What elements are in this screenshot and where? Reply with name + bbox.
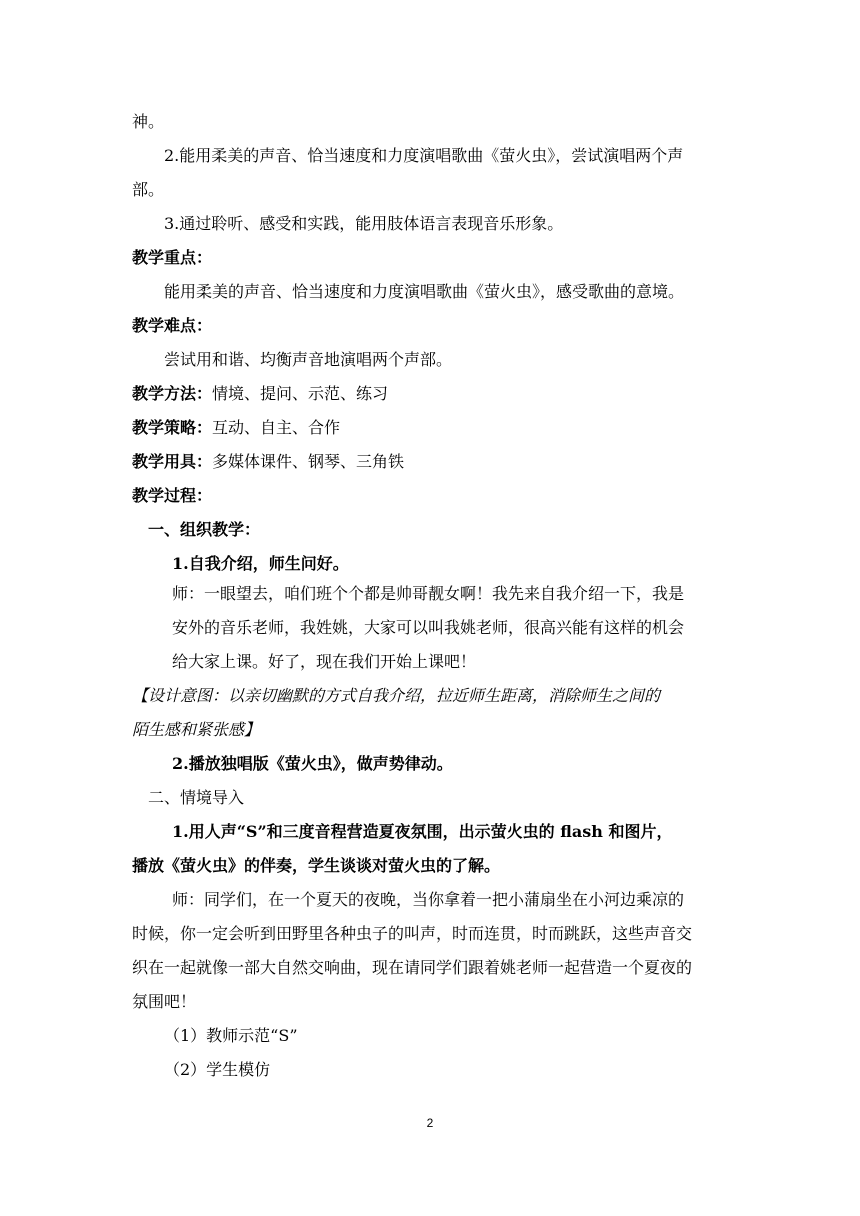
label: 教学用具：	[132, 452, 213, 471]
section-heading: 教学重点：	[132, 248, 213, 267]
label: 教学方法：	[132, 384, 213, 403]
text-line: 时候，你一定会听到田野里各种虫子的叫声，时而连贯，时而跳跃，这些声音交	[132, 924, 693, 943]
section-heading: 教学难点：	[132, 316, 213, 335]
step-heading: 1.用人声“S”和三度音程营造夏夜氛围，出示萤火虫的 flash 和图片，	[172, 822, 673, 841]
text-line: 师：同学们，在一个夏天的夜晚，当你拿着一把小蒲扇坐在小河边乘凉的	[172, 890, 685, 909]
text-line: 3.通过聆听、感受和实践，能用肢体语言表现音乐形象。	[164, 214, 564, 233]
label: 教学策略：	[132, 418, 213, 437]
labeled-line	[132, 384, 388, 404]
value: 情境、提问、示范、练习	[212, 384, 389, 403]
step-heading: 1.自我介绍，师生问好。	[172, 554, 349, 573]
text-line: 氛围吧！	[132, 992, 197, 1011]
value: 互动、自主、合作	[212, 418, 341, 437]
subsection-heading: 一、组织教学：	[148, 520, 261, 539]
text-line: 师：一眼望去，咱们班个个都是帅哥靓女啊！我先来自我介绍一下，我是	[172, 584, 685, 603]
text-line: 神。	[132, 112, 165, 131]
page-number: 2	[426, 1116, 434, 1130]
step-heading: 播放《萤火虫》的伴奏，学生谈谈对萤火虫的了解。	[132, 856, 501, 875]
text-line: 织在一起就像一部大自然交响曲，现在请同学们跟着姚老师一起营造一个夏夜的	[132, 958, 693, 977]
design-intent: 陌生感和紧张感】	[132, 720, 261, 739]
step-heading: 2.播放独唱版《萤火虫》，做声势律动。	[172, 754, 453, 773]
list-item: （2）学生模仿	[164, 1060, 271, 1079]
text-line: 给大家上课。好了，现在我们开始上课吧！	[172, 652, 477, 671]
text-line: 部。	[132, 180, 165, 199]
labeled-line	[132, 452, 404, 472]
text-line: 安外的音乐老师，我姓姚，大家可以叫我姚老师，很高兴能有这样的机会	[172, 618, 685, 637]
subsection-heading: 二、情境导入	[148, 788, 245, 807]
section-heading: 教学过程：	[132, 486, 213, 505]
text-line: 尝试用和谐、均衡声音地演唱两个声部。	[164, 350, 453, 369]
value: 多媒体课件、钢琴、三角铁	[212, 452, 405, 471]
design-intent: 【设计意图：以亲切幽默的方式自我介绍，拉近师生距离，消除师生之间的	[132, 686, 661, 705]
text-line: 2.能用柔美的声音、恰当速度和力度演唱歌曲《萤火虫》，尝试演唱两个声	[164, 146, 684, 165]
labeled-line	[132, 418, 340, 438]
list-item: （1）教师示范“S”	[164, 1026, 298, 1045]
text-line: 能用柔美的声音、恰当速度和力度演唱歌曲《萤火虫》，感受歌曲的意境。	[164, 282, 685, 301]
